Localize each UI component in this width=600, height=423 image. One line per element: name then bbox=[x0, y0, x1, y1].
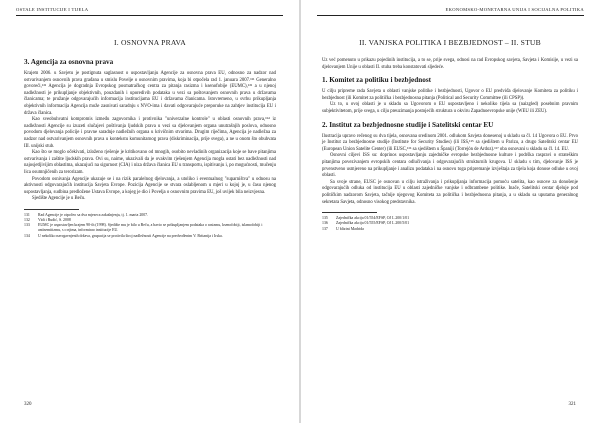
paragraph: Povodom osnivanja Agencije ukazuje se i na rizik paralelnog djelovanja, a utoliko i eventualnog "suparništva" u odnosu na aktivnosti odgovarajućih institucija Savjeta Evrope. Pozicija Agencije se stvara oslabljenom u mjeri u kojoj je, u času njenog uspostavljanja, sudbina predložene Ustava Evrope, a kojeg je dio i Povelja o osnovnim pravima EU, još uvijek bila neizvjesna. bbox=[24, 176, 276, 195]
header-rule bbox=[317, 15, 584, 16]
part-title: II. VANJSKA POLITIKA I BEZBJEDNOST – II. STUB bbox=[359, 38, 541, 47]
footnote bbox=[322, 227, 578, 232]
footnote-text: U blizini Madrida bbox=[336, 226, 364, 231]
paragraph: Sjedište Agencije je u Beču. bbox=[32, 196, 86, 202]
footnote-number: 131 bbox=[24, 212, 30, 217]
footnote-text: Vidi i Rudić, S. 2008 bbox=[38, 218, 71, 223]
footnote-number: 134 bbox=[24, 233, 30, 238]
part-title: I. OSNOVNA PRAVA bbox=[114, 38, 186, 47]
footnote-number: 135 bbox=[322, 216, 328, 221]
left-page bbox=[0, 0, 299, 423]
footnote-rule bbox=[322, 212, 377, 213]
right-page bbox=[301, 0, 600, 423]
footnote-text: Zajednička akcija 01/555/EFSP, OJ L 200/5/01 bbox=[336, 221, 410, 226]
footnote-text: EUMC je uspostavljen krajem 90-ih (1998). Sjedište mu je bilo u Beču, a bavio se prikupljanjem podataka o rasizmu, ksenofobiji, islamofobiji i antisemitizmu, s o njima, informirao institucije EU. bbox=[38, 223, 263, 233]
header-rule bbox=[16, 15, 283, 16]
paragraph: Uz to, u ovoj oblasti je u skladu sa Ugovorom o EU uspostavljeno i nekoliko tijela sa (naizgled) posebnim pravnim subjektivitetom, prije svega, u cilju preuzimanja postojećih struktura u okviru Zapadnoevropske unije (WEU ili ZEU). bbox=[322, 102, 578, 114]
footnote-number: 137 bbox=[322, 226, 328, 231]
intro-paragraph: Uz već pomenuto u prikazu pojedinih institucija, a to se, prije svega, odnosi na rad Evropskog savjeta, Savjeta i Komisije, u vezi sa djelovanjem Unije u oblasti II. stuba treba konstatovati sljedeće. bbox=[322, 58, 578, 70]
running-head: EKONOMSKO-MONETARNA UNIJA I SOCIJALNA POLITIKA bbox=[445, 7, 584, 12]
footnote-number: 136 bbox=[322, 221, 328, 226]
paragraph: Osnovni ciljevi ISS su: doprinos uspostavljanju zajedničke evropske bezbjednosne kulture i podrška raspravi o strateškim pitanjima povezivanjem evropskih centara odlučivanja i odgovarajućih strukturnih krugova. U skladu s tim, djelovanje ISS je prvenstveno usmjereno na prikupljanje i analizu podataka i na osnovu toga pripremanje izvještaja za tijela koja donose odluke u ovoj oblasti. bbox=[322, 153, 578, 179]
page-number: 320 bbox=[24, 402, 32, 407]
paragraph: Kao što se moglo očekivati, izloženo rješenje je kritikovano od mnogih, osobito nevladinih organizacija koje se bave pitanjima ostvarivanja i zaštite ljudskih prava. Ovi su, naime, ukazivali da je ovakvim rješenjem Agencija mogla ostati bez nadležnosti nad najosjetljivijim oblastima, ukazujući na sigurnost (CIA) i niza država članica EU u transportu, ispitivanju i, po mogućnosti, mučenju lica osumnjičenih za terorizam. bbox=[24, 150, 276, 175]
section-title: 1. Komitet za politiku i bezbjednost bbox=[322, 76, 432, 85]
running-head: OSTALE INSTITUCIJE I TIJELA bbox=[16, 7, 89, 12]
text-column bbox=[24, 38, 276, 239]
paragraph: Ilustracija upravo rečenog su dva tijela, osnovana sredinom 2001. odlukom Savjeta donesenoj u skladu sa čl. 14 Ugovora o EU. Prvo je Institut za bezbjednosne studije (Institute for Security Studies) (ili ISS,¹³⁵ sa sjedištem u Parizu, a drugo Satelitski centar EU (European Union Satelite Center) (ili EUSC,¹³⁶ sa sjedištem u Španiji (Torrejón de Ardoz).¹³⁷ oba osnovani u skladu sa čl. 14. EU. bbox=[322, 133, 578, 152]
footnote-number: 133 bbox=[24, 223, 30, 228]
section-title: 2. Institut za bezbjednosne studije i Satelitski centar EU bbox=[322, 120, 494, 129]
footnote-rule bbox=[24, 209, 79, 210]
paragraph: Sa svoje strane, EUSC je osnovan u cilju istraživanja i prikupljanja informacija pomoću satelita, kao osnove za donošenje odgovarajućih odluka od institucija EU u oblasti zajedničke vanjske i odbrambene politike. Inače, Satelitski centar djeluje pod političkim nadzorom Savjeta, tačnije njegovog Komiteta za politička i bezbjednosna pitanja, a u skladu sa uputama generalnog sekretara Savjeta, odnosno visokog predstavnika. bbox=[322, 179, 578, 205]
text-column bbox=[322, 38, 578, 232]
footnote-number: 132 bbox=[24, 218, 30, 223]
paragraph: Kao sveobuhvatni kompromis između zagovornika i protivnika "univerzalne kontrole" u oblasti osnovnih prava,¹³⁴ iz nadležnosti Agencije su izuzeti slučajevi poštivanja ljudskih prava u vezi sa djelovanjem organa unutrašnjih poslova, odnosno povodom djelovanja policije i pravne saradnje nadležnih organa u krivičnim stvarima. Drugim riječima, Agencija je nadležna za nadzor nad ostvarivanjem osnovnih prava u kontekstu komunitarnog prava (diskriminacija, prije svega), a ne u onom što obuhvata III. unijski stub. bbox=[24, 117, 276, 149]
footnote bbox=[24, 223, 276, 233]
paragraph: U cilju pripreme rada Savjeta u oblasti vanjske politike i bezbjednosti, Ugovor o EU predviđa djelovanje Komiteta za politiku i bezbjednost (ili Komitet za politička i bezbjednosna pitanja (Political and Security Committee (ili CPSP)). bbox=[322, 89, 578, 101]
footnote-text: U nekoliko navrgavnjenih država, grupacija se protivila široj nadležnosti Agencije na predvođenim V. Britanija i Irska. bbox=[38, 233, 223, 238]
footnote-text: Rad Agencije je otpočeo sa dva mjeseca zakašnjenja, tj. 1. marta 2007. bbox=[38, 212, 149, 217]
section-title: 3. Agencija za osnovna prava bbox=[24, 58, 114, 66]
page-number: 321 bbox=[568, 402, 576, 407]
footnote-text: Zajednička akcija 01/554/EFSP, OJ L 200/1/01 bbox=[336, 216, 410, 221]
footnote bbox=[24, 234, 276, 239]
paragraph: Krajem 2006. u Savjetu je postignuta saglasnost o uspostavljanju Agencije za osnovna prava EU, odnosno za nadzor nad ostvarivanjem osnovnih prava građana u smislu Povelje o osnovnim pravima, koja bi otpočela rad 1. januara 2007.¹³¹ Generalno govoreći,¹³² Agencija je dogradnja Evropskog posmatračkog centra za pitanja rasizma i ksenofobije (EUMC),¹³³ a u njenoj nadležnosti je prikupljanje objektivnih, pouzdanih i uporedivih podataka u vezi sa poštovanjem osnovnih prava u državama članicama; te pružanje odgovarajućih informacija institucijama EU i državama članicama. Istovremeno, u svrhu prikupljanja objektivnih informacija Agencija može zasnivati saradnju s NVO-ima i davati odgovarajuće preporuke na zahtjev institucija EU i država članica. bbox=[24, 71, 276, 116]
